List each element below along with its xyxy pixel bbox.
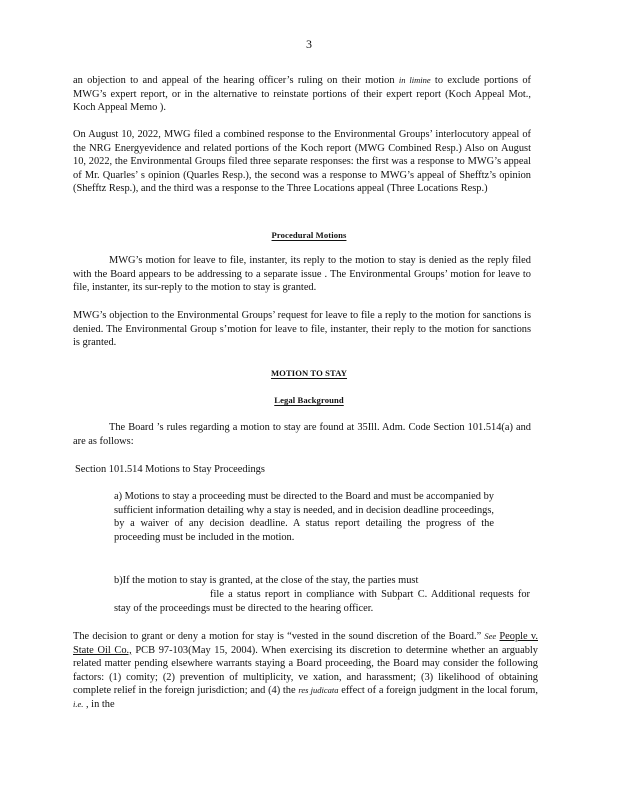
para6-text-c: effect of a foreign judgment in the local forum, — [338, 685, 538, 697]
rule-item-a: a) Motions to stay a proceeding must be directed to the Board and must be accompanied by sufficient information detailing why a stay is needed, and in decision deadline proceedings, by a waiver of any decision deadline. A status report detailing the progress of the proceeding must be included in the motion. — [114, 491, 494, 543]
paragraph-koch-appeal — [73, 74, 531, 115]
para1-text-a: an objection to and appeal of the hearing officer’s ruling on their motion — [73, 75, 399, 86]
para1-text-b: to exclude portions of MWG’s expert report, or in the alternative to reinstate portions of their expert report (Koch Appeal Mot., Koch Appeal Memo ). — [73, 75, 532, 114]
rule-item-b-continued: file a status report in compliance with Subpart C. Additional requests for stay of the proceedings must be directed to the hearing officer. — [114, 589, 530, 614]
page-number: 3 — [306, 37, 312, 51]
heading-motion-to-stay: MOTION TO STAY — [270, 368, 348, 378]
heading-legal-background: Legal Background — [274, 395, 344, 405]
paragraph-mwg-combined-response: On August 10, 2022, MWG filed a combined response to the Environmental Groups’ interlocutory appeal of the NRG Energyevidence and related portions of the Koch report (MWG Combined Resp.) Also on August 10, 2022, the Environmental Groups filed three separate responses: the first was a response to MWG’s appeal of Mr. Quarles’ s opinion (Quarles Resp.), the second was a response to MWG’s appeal of Shefftz’s opinion (Shefftz Resp.), and the third was a response to the Three Locations appeal (Three Locations Resp.) — [73, 129, 531, 195]
paragraph-decision-to-grant — [73, 630, 538, 712]
ie-italic: i.e. — [73, 698, 84, 709]
rule-item-b-first-line: b)If the motion to stay is granted, at the close of the stay, the parties must — [114, 575, 419, 586]
heading-procedural-motions: Procedural Motions — [271, 230, 347, 240]
paragraph-motion-for-leave: MWG’s motion for leave to file, instanter, its reply to the motion to stay is denied as the reply filed with the Board appears to be addressing to a separate issue . The Environmental Groups’ motion for leave to file, instanter, its sur-reply to the motion to stay is granted. — [73, 255, 531, 294]
paragraph-board-rules: The Board ’s rules regarding a motion to stay are found at 35Ill. Adm. Code Section 101.514(a) and are as follows: — [73, 422, 531, 447]
paragraph-objection-sanctions: MWG’s objection to the Environmental Groups’ request for leave to file a reply to the motion for sanctions is denied. The Environmental Group s’motion for leave to file, instanter, their reply to the motion for sanctions is granted. — [73, 310, 531, 349]
in-limine-italic: in limine — [398, 75, 431, 85]
section-title: Section 101.514 Motions to Stay Proceedings — [75, 464, 265, 475]
para6-text-a: The decision to grant or deny a motion for stay is “vested in the sound discretion of the Board.” — [73, 631, 485, 642]
para6-text-d: , in the — [83, 698, 115, 710]
see-signal-italic: See — [484, 631, 497, 641]
case-citation: People v. State Oil Co., — [73, 631, 538, 656]
res-judicata-italic: res judicata — [298, 685, 339, 696]
para6-text-b: PCB 97-103(May 15, 2004). When exercising its discretion to determine whether an arguably related matter pending elsewhere warrants staying a Board proceeding, the Board may consider the following factors: (1) comity; (2) prevention of multiplicity, ve xation, and harassment; (3) likelihood of obtaining complete relief in the foreign jurisdiction; and (4) the — [73, 644, 538, 697]
